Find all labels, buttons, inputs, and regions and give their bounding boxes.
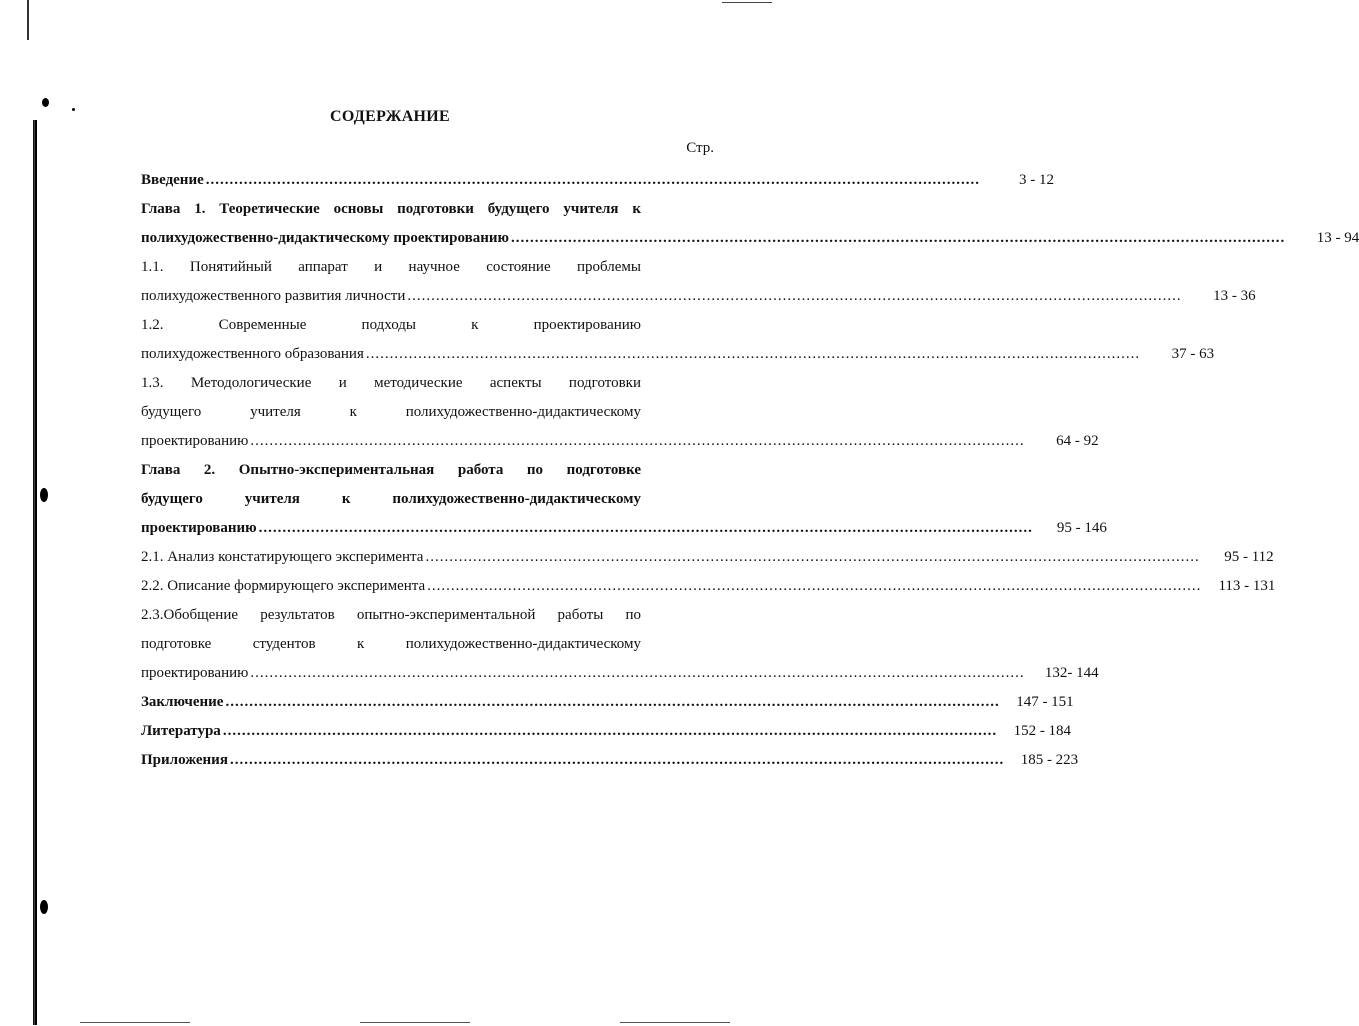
toc-page-range: 113 - 131 xyxy=(1218,578,1276,594)
toc-entry-title-line: проектированию xyxy=(141,520,257,536)
toc-entry-title: Заключение xyxy=(141,694,224,710)
toc-entry-title-line: будущего учителя к полихудожественно-дидактическому xyxy=(141,491,641,507)
toc-entry-section-1-2[interactable] xyxy=(141,311,1215,369)
page-title: СОДЕРЖАНИЕ xyxy=(329,108,451,125)
scan-top-right-mark xyxy=(722,2,772,3)
toc-entry-chapter-1[interactable] xyxy=(141,195,1359,253)
scan-top-left-mark xyxy=(27,0,29,40)
scan-left-edge xyxy=(33,120,37,1025)
dot-leader: ................................................................................................................................................................... xyxy=(407,288,1182,304)
dot-leader: ................................................................................................................................................................... xyxy=(427,578,1202,594)
toc-page-range: 64 - 92 xyxy=(1056,433,1099,449)
toc-entry-appendices[interactable] xyxy=(141,746,1079,775)
toc-entry-title-line: полихудожественного образования xyxy=(141,346,364,362)
toc-page-range: 147 - 151 xyxy=(1016,694,1074,710)
toc-entry-section-1-3[interactable] xyxy=(141,369,1099,456)
scan-speck xyxy=(40,900,48,914)
scan-bottom-line xyxy=(620,1022,730,1023)
toc-entry-title: Литература xyxy=(141,723,221,739)
dot-leader: ................................................................................................................................................................... xyxy=(425,549,1200,565)
toc-entry-title-line: 1.3. Методологические и методические аспекты подготовки xyxy=(141,375,641,391)
dot-leader: ................................................................................................................................................................... xyxy=(365,346,1141,362)
toc-entry-title: 2.2. Описание формирующего эксперимента xyxy=(141,578,426,594)
dot-leader: ................................................................................................................................................................... xyxy=(250,665,1025,681)
toc-entry-chapter-2[interactable] xyxy=(141,456,1107,543)
toc-entry-title-line: будущего учителя к полихудожественно-дидактическому xyxy=(141,404,641,420)
toc-entry-section-1-1[interactable] xyxy=(141,253,1256,311)
toc-entry-conclusion[interactable] xyxy=(141,688,1074,717)
dot-leader: ................................................................................................................................................................... xyxy=(250,433,1025,449)
dot-leader: ................................................................................................................................................................... xyxy=(222,723,998,739)
toc-page-range: 13 - 94 xyxy=(1316,230,1359,246)
toc-entry-title-line: 2.3.Обобщение результатов опытно-экспериментальной работы по xyxy=(141,607,641,623)
table-of-contents xyxy=(141,166,1359,775)
dot-leader: ................................................................................................................................................................... xyxy=(258,520,1033,536)
toc-page-range: 13 - 36 xyxy=(1213,288,1256,304)
toc-page-range: 95 - 146 xyxy=(1056,520,1107,536)
toc-entry-title: 2.1. Анализ констатирующего эксперимента xyxy=(141,549,424,565)
toc-entry-title-line: проектированию xyxy=(141,665,249,681)
page-column-header: Стр. xyxy=(686,140,714,156)
toc-entry-section-2-2[interactable] xyxy=(141,572,1276,601)
toc-page-range: 95 - 112 xyxy=(1224,549,1274,565)
toc-entry-section-2-3[interactable] xyxy=(141,601,1099,688)
scan-speck xyxy=(40,488,48,502)
toc-entry-title-line: полихудожественного развития личности xyxy=(141,288,406,304)
toc-entry-title-line: 1.2. Современные подходы к проектированию xyxy=(141,317,641,333)
dot-leader: ................................................................................................................................................................... xyxy=(510,230,1286,246)
toc-entry-title-line: Глава 2. Опытно-экспериментальная работа по подготовке xyxy=(141,462,641,478)
dot-leader: ................................................................................................................................................................... xyxy=(229,752,1005,768)
dot-leader: ................................................................................................................................................................... xyxy=(205,172,981,188)
toc-entry-bibliography[interactable] xyxy=(141,717,1072,746)
toc-page-range: 132- 144 xyxy=(1044,665,1099,681)
scan-bottom-line xyxy=(360,1022,470,1023)
toc-page-range: 3 - 12 xyxy=(1019,172,1055,188)
dot-leader: ................................................................................................................................................................... xyxy=(225,694,1000,710)
toc-entry-section-2-1[interactable] xyxy=(141,543,1274,572)
toc-entry-title-line: подготовке студентов к полихудожественно-дидактическому xyxy=(141,636,641,652)
toc-entry-title: Введение xyxy=(141,172,204,188)
toc-entry-title: Приложения xyxy=(141,752,228,768)
toc-page-range: 152 - 184 xyxy=(1013,723,1072,739)
scan-speck xyxy=(42,98,49,107)
toc-entry-title-line: Глава 1. Теоретические основы подготовки будущего учителя к xyxy=(141,201,641,217)
toc-entry-title-line: проектированию xyxy=(141,433,249,449)
toc-page-range: 185 - 223 xyxy=(1020,752,1079,768)
toc-entry-title-line: 1.1. Понятийный аппарат и научное состояние проблемы xyxy=(141,259,641,275)
toc-page-range: 37 - 63 xyxy=(1171,346,1215,362)
toc-entry-title-line: полихудожественно-дидактическому проектированию xyxy=(141,230,509,246)
scan-bottom-line xyxy=(80,1022,190,1023)
toc-entry-introduction[interactable] xyxy=(141,166,1055,195)
